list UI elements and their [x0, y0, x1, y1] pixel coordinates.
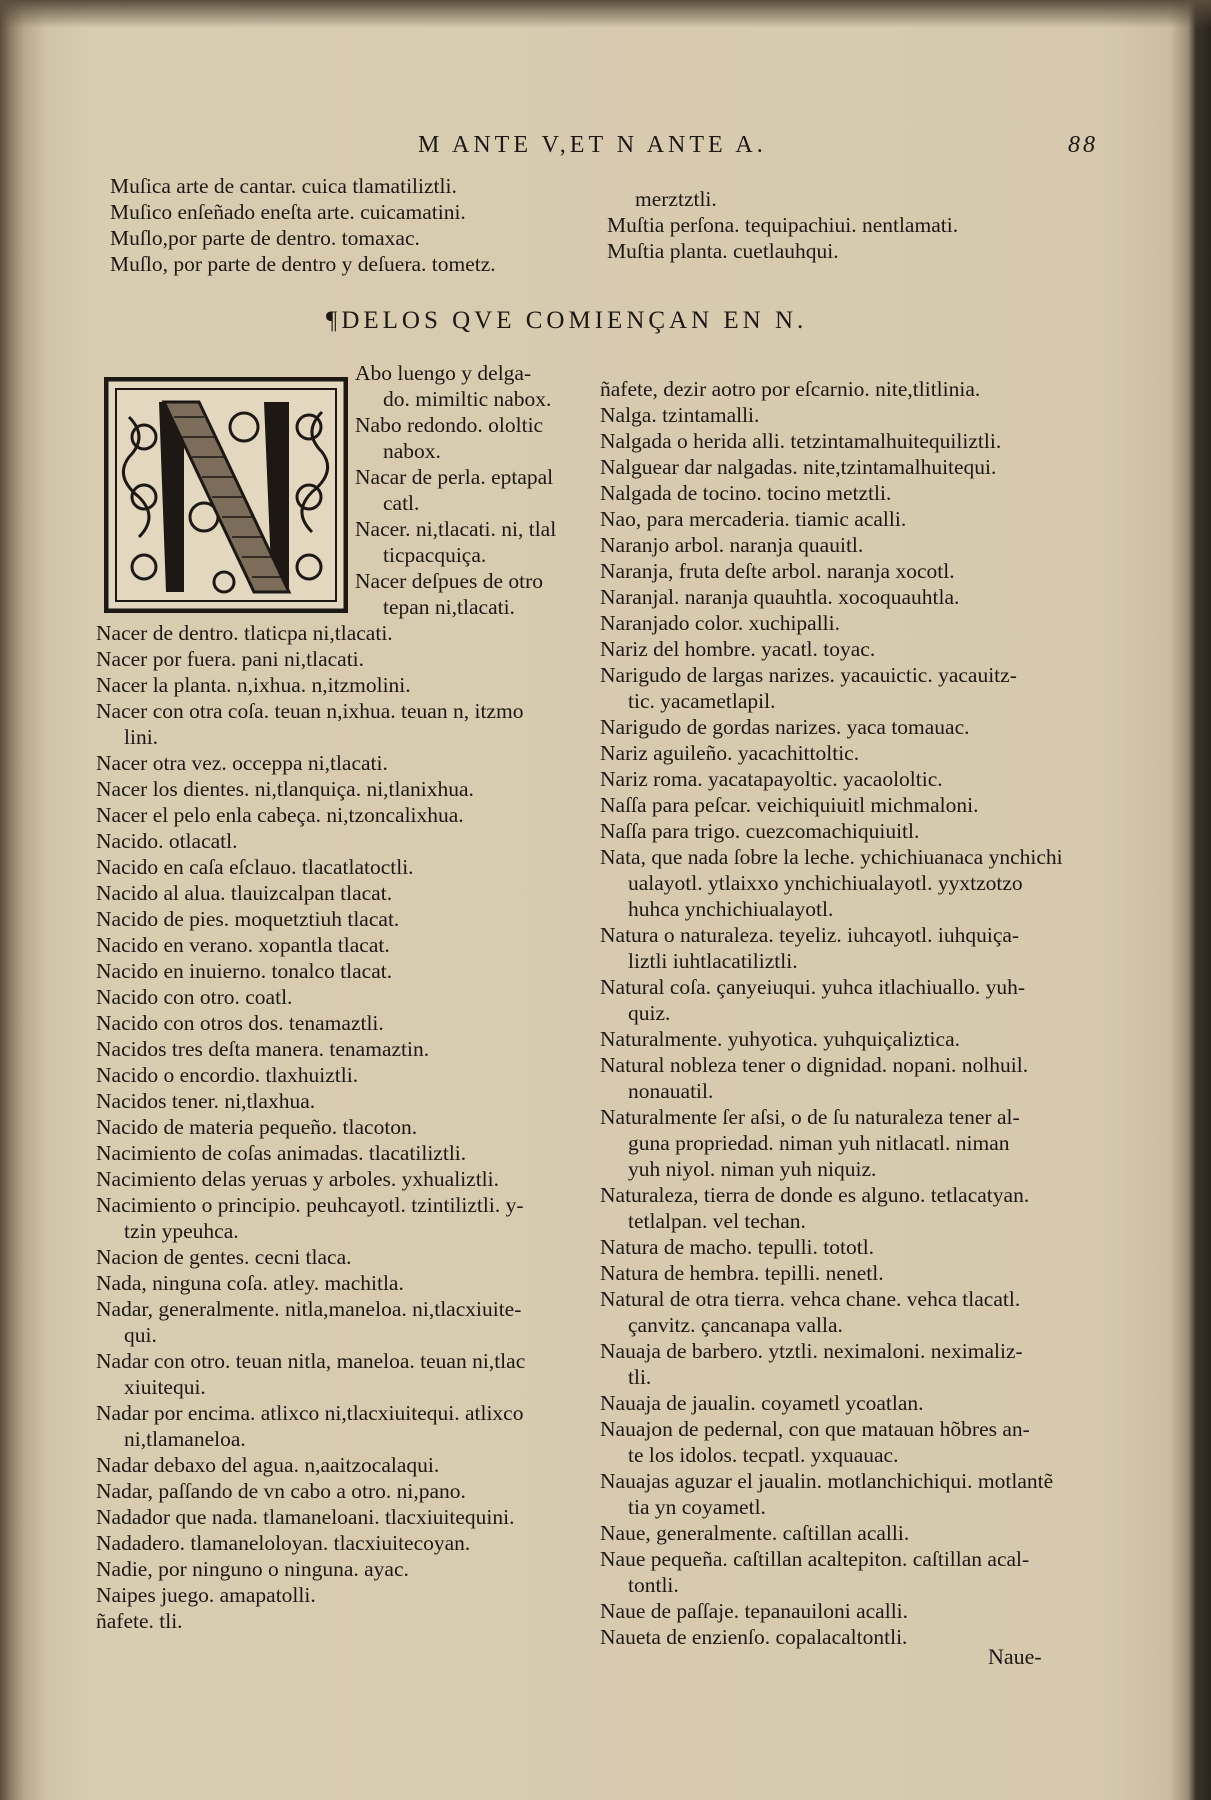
dictionary-entry: [96, 750, 525, 776]
dictionary-entry: [607, 160, 958, 212]
dictionary-entry: [96, 880, 525, 906]
entry-line: Nadar por encima. atlixco ni,tlacxiuitequi. atlixco: [96, 1401, 524, 1425]
entry-line: Nacidos tener. ni,tlaxhua.: [96, 1089, 316, 1113]
entry-line: Narigudo de gordas narizes. yaca tomauac.: [600, 715, 970, 739]
entry-line: Nacido en verano. xopantla tlacat.: [96, 933, 390, 957]
dictionary-entry: [600, 506, 1063, 532]
entry-line: Nacido en caſa eſclauo. tlacatlatoctli.: [96, 855, 414, 879]
dictionary-entry: [96, 620, 525, 646]
dictionary-entry: [600, 818, 1063, 844]
right-column: [600, 376, 1063, 1650]
dictionary-entry: [96, 1400, 525, 1452]
ornamental-initial-icon: [104, 377, 348, 613]
entry-line: ñafete, dezir aotro por eſcarnio. nite,tlitlinia.: [600, 377, 981, 401]
dictionary-entry: [600, 714, 1063, 740]
entry-continuation-line: tia yn coyametl.: [628, 1495, 766, 1519]
dictionary-entry: [96, 1452, 525, 1478]
entry-line: Nalguear dar nalgadas. nite,tzintamalhuitequi.: [600, 455, 997, 479]
entry-continuation-line: liztli iuhtlacatiliztli.: [628, 949, 798, 973]
top-left-column: [110, 173, 496, 277]
entry-line: Naranja, fruta deſte arbol. naranja xocotl.: [600, 559, 955, 583]
entry-line: Nauaja de barbero. ytztli. neximaloni. neximaliz-: [600, 1339, 1023, 1363]
entry-line: Nacimiento o principio. peuhcayotl. tzintiliztli. y-: [96, 1193, 524, 1217]
entry-line: Nadar, paſſando de vn cabo a otro. ni,pano.: [96, 1479, 466, 1503]
entry-line: Nadar con otro. teuan nitla, maneloa. teuan ni,tlac: [96, 1349, 526, 1373]
entry-line: Nauaja de jaualin. coyametl ycoatlan.: [600, 1391, 924, 1415]
entry-line: Muſica arte de cantar. cuica tlamatiliztli.: [110, 174, 457, 198]
dictionary-entry: [355, 464, 556, 516]
entry-line: Nacido con otro. coatl.: [96, 985, 293, 1009]
dictionary-entry: [96, 1556, 525, 1582]
dictionary-entry: [600, 1416, 1063, 1468]
entry-continuation-line: ualayotl. ytlaixxo ynchichiualayotl. yyxtzotzo: [628, 871, 1023, 895]
entry-continuation-line: te los idolos. tecpatl. yxquauac.: [628, 1443, 899, 1467]
dictionary-entry: [600, 584, 1063, 610]
entry-line: Nauajon de pedernal, con que matauan hõbres an-: [600, 1417, 1030, 1441]
entry-line: Naueta de enzienſo. copalacaltontli.: [600, 1625, 908, 1649]
entry-line: Nacer otra vez. occeppa ni,tlacati.: [96, 751, 388, 775]
entry-line: Natural nobleza tener o dignidad. nopani. nolhuil.: [600, 1053, 1029, 1077]
entry-line: Muſlo, por parte de dentro y deſuera. tometz.: [110, 252, 496, 276]
dictionary-entry: [96, 698, 525, 750]
entry-line: Nacido al alua. tlauizcalpan tlacat.: [96, 881, 393, 905]
dictionary-entry: [96, 1270, 525, 1296]
dictionary-entry: [600, 1546, 1063, 1598]
entry-line: Naranjo arbol. naranja quauitl.: [600, 533, 864, 557]
entry-line: Nalga. tzintamalli.: [600, 403, 760, 427]
entry-line: Naipes juego. amapatolli.: [96, 1583, 316, 1607]
entry-line: Nacidos tres deſta manera. tenamaztin.: [96, 1037, 430, 1061]
entry-line: Nacer los dientes. ni,tlanquiça. ni,tlanixhua.: [96, 777, 474, 801]
entry-continuation-line: nonauatil.: [628, 1079, 714, 1103]
entry-line: Nacido de pies. moquetztiuh tlacat.: [96, 907, 400, 931]
dictionary-entry: [96, 932, 525, 958]
dictionary-entry: [600, 428, 1063, 454]
entry-line: Nada, ninguna coſa. atley. machitla.: [96, 1271, 404, 1295]
dictionary-entry: [600, 662, 1063, 714]
dictionary-entry: [96, 1348, 525, 1400]
entry-line: Natura de hembra. tepilli. nenetl.: [600, 1261, 884, 1285]
dictionary-entry: [600, 480, 1063, 506]
entry-line: Naſſa para peſcar. veichiquiuitl michmaloni.: [600, 793, 979, 817]
entries-beside-initial: [355, 360, 556, 620]
entry-continuation-line: do. mimiltic nabox.: [383, 387, 552, 411]
entry-continuation-line: lini.: [124, 725, 159, 749]
dictionary-entry: [96, 984, 525, 1010]
entry-line: Narigudo de largas narizes. yacauictic. yacauitz-: [600, 663, 1017, 687]
dictionary-entry: [96, 1166, 525, 1192]
entry-line: Natura de macho. tepulli. tototl.: [600, 1235, 875, 1259]
dictionary-entry: [96, 1504, 525, 1530]
entry-line: Nacer la planta. n,ixhua. n,itzmolini.: [96, 673, 411, 697]
entry-continuation-line: qui.: [124, 1323, 157, 1347]
entry-line: Nacer de dentro. tlaticpa ni,tlacati.: [96, 621, 393, 645]
entry-line: Nacido en inuierno. tonalco tlacat.: [96, 959, 393, 983]
catchword: Naue-: [988, 1644, 1042, 1669]
dictionary-entry: [600, 454, 1063, 480]
dictionary-entry: [600, 1468, 1063, 1520]
dictionary-entry: [96, 646, 525, 672]
entry-line: Naturalmente. yuhyotica. yuhquiçaliztica.: [600, 1027, 960, 1051]
decorated-initial-n: [104, 377, 348, 613]
dictionary-entry: [96, 672, 525, 698]
entry-line: Nacer deſpues de otro: [355, 569, 544, 593]
dictionary-entry: [600, 558, 1063, 584]
dictionary-entry: [110, 199, 496, 225]
dictionary-entry: [110, 173, 496, 199]
entry-line: Nacion de gentes. cecni tlaca.: [96, 1245, 352, 1269]
entry-line: Nalgada de tocino. tocino metztli.: [600, 481, 892, 505]
dictionary-entry: [600, 1104, 1063, 1182]
dictionary-entry: [96, 1530, 525, 1556]
section-heading: ¶DELOS QVE COMIENÇAN EN N.: [326, 307, 808, 334]
entry-continuation-line: quiz.: [628, 1001, 671, 1025]
entry-line: Naue de paſſaje. tepanauiloni acalli.: [600, 1599, 909, 1623]
entry-continuation-line: merztztli.: [635, 187, 717, 211]
entry-continuation-line: tli.: [628, 1365, 652, 1389]
entry-line: Nao, para mercaderia. tiamic acalli.: [600, 507, 907, 531]
dictionary-entry: [355, 412, 556, 464]
entry-continuation-line: yuh niyol. niman yuh niquiz.: [628, 1157, 877, 1181]
dictionary-entry: [96, 1582, 525, 1608]
entry-continuation-line: tic. yacametlapil.: [628, 689, 776, 713]
entry-line: Nariz aguileño. yacachittoltic.: [600, 741, 860, 765]
entry-line: Nadie, por ninguno o ninguna. ayac.: [96, 1557, 409, 1581]
dictionary-entry: [96, 1478, 525, 1504]
dictionary-entry: [600, 766, 1063, 792]
entry-line: Naue, generalmente. caſtillan acalli.: [600, 1521, 910, 1545]
entry-line: Nariz roma. yacatapayoltic. yacaololtic.: [600, 767, 943, 791]
dictionary-entry: [600, 974, 1063, 1026]
entry-line: Nauajas aguzar el jaualin. motlanchichiqui. motlantẽ: [600, 1469, 1054, 1493]
entry-line: Nacar de perla. eptapal: [355, 465, 554, 489]
entry-line: Nadar, generalmente. nitla,maneloa. ni,tlacxiuite-: [96, 1297, 522, 1321]
entry-line: Nacer con otra coſa. teuan n,ixhua. teuan n, itzmo: [96, 699, 524, 723]
dictionary-entry: [96, 776, 525, 802]
dictionary-entry: [600, 1052, 1063, 1104]
entry-line: Nacido de materia pequeño. tlacoton.: [96, 1115, 418, 1139]
entry-line: Nacer por fuera. pani ni,tlacati.: [96, 647, 365, 671]
entry-line: Muſlo,por parte de dentro. tomaxac.: [110, 226, 420, 250]
entry-line: Nacimiento delas yeruas y arboles. yxhualiztli.: [96, 1167, 499, 1191]
dictionary-entry: [600, 1182, 1063, 1234]
dictionary-entry: [600, 1390, 1063, 1416]
dictionary-entry: [600, 636, 1063, 662]
dictionary-entry: [96, 1296, 525, 1348]
dictionary-entry: [110, 225, 496, 251]
dictionary-entry: [600, 1234, 1063, 1260]
dictionary-entry: [96, 1608, 525, 1634]
dictionary-entry: [96, 1088, 525, 1114]
dictionary-entry: [600, 402, 1063, 428]
running-head: M ANTE V,ET N ANTE A.: [418, 132, 767, 158]
entry-line: Abo luengo y delga-: [355, 361, 532, 385]
dictionary-entry: [600, 1260, 1063, 1286]
entry-continuation-line: nabox.: [383, 439, 441, 463]
dictionary-entry: [96, 828, 525, 854]
dictionary-entry: [600, 376, 1063, 402]
entry-line: Nacer el pelo enla cabeça. ni,tzoncalixhua.: [96, 803, 464, 827]
dictionary-entry: [355, 360, 556, 412]
page-top-shadow: [0, 0, 1211, 28]
dictionary-entry: [355, 516, 556, 568]
entry-line: Nalgada o herida alli. tetzintamalhuitequiliztli.: [600, 429, 1002, 453]
dictionary-entry: [96, 958, 525, 984]
entry-continuation-line: catl.: [383, 491, 420, 515]
dictionary-entry: [110, 251, 496, 277]
entry-line: Natural coſa. çanyeiuqui. yuhca itlachiuallo. yuh-: [600, 975, 1026, 999]
page-number: 88: [1068, 132, 1098, 158]
dictionary-entry: [600, 922, 1063, 974]
entry-line: Nata, que nada ſobre la leche. ychichiuanaca ynchichi: [600, 845, 1063, 869]
dictionary-entry: [600, 792, 1063, 818]
entry-continuation-line: guna propriedad. niman yuh nitlacatl. niman: [628, 1131, 1010, 1155]
entry-line: Naſſa para trigo. cuezcomachiquiuitl.: [600, 819, 920, 843]
entry-line: Nariz del hombre. yacatl. toyac.: [600, 637, 876, 661]
dictionary-entry: [607, 238, 958, 264]
entry-line: Muſtia planta. cuetlauhqui.: [607, 239, 839, 263]
entry-line: Naturalmente ſer aſsi, o de ſu naturaleza tener al-: [600, 1105, 1020, 1129]
dictionary-entry: [96, 1192, 525, 1244]
entry-line: Nacido con otros dos. tenamaztli.: [96, 1011, 384, 1035]
dictionary-entry: [96, 854, 525, 880]
entry-line: Naturaleza, tierra de donde es alguno. tetlacatyan.: [600, 1183, 1030, 1207]
dictionary-entry: [96, 1244, 525, 1270]
entry-continuation-line: xiuitequi.: [124, 1375, 206, 1399]
entry-line: Nadar debaxo del agua. n,aaitzocalaqui.: [96, 1453, 440, 1477]
dictionary-entry: [96, 1036, 525, 1062]
dictionary-entry: [600, 740, 1063, 766]
dictionary-entry: [600, 1338, 1063, 1390]
entry-line: Nadador que nada. tlamaneloani. tlacxiuitequini.: [96, 1505, 515, 1529]
entry-continuation-line: tetlalpan. vel techan.: [628, 1209, 806, 1233]
dictionary-entry: [96, 1062, 525, 1088]
dictionary-entry: [600, 532, 1063, 558]
dictionary-entry: [600, 1520, 1063, 1546]
entry-line: Naranjal. naranja quauhtla. xocoquauhtla.: [600, 585, 960, 609]
entry-continuation-line: huhca ynchichiualayotl.: [628, 897, 834, 921]
entry-continuation-line: ticpacquiça.: [383, 543, 487, 567]
dictionary-entry: [96, 1010, 525, 1036]
entry-continuation-line: tzin ypeuhca.: [124, 1219, 239, 1243]
entry-line: ñafete. tli.: [96, 1609, 183, 1633]
entry-line: Natural de otra tierra. vehca chane. vehca tlacatl.: [600, 1287, 1021, 1311]
dictionary-entry: [600, 1026, 1063, 1052]
entry-line: Nadadero. tlamaneloloyan. tlacxiuitecoyan.: [96, 1531, 471, 1555]
entry-continuation-line: tontli.: [628, 1573, 679, 1597]
entry-line: Naue pequeña. caſtillan acaltepiton. caſtillan acal-: [600, 1547, 1030, 1571]
dictionary-entry: [600, 1286, 1063, 1338]
entry-line: [607, 160, 958, 186]
entry-line: Nacer. ni,tlacati. ni, tlal: [355, 517, 557, 541]
dictionary-entry: [600, 610, 1063, 636]
dictionary-entry: [96, 802, 525, 828]
entry-line: Naranjado color. xuchipalli.: [600, 611, 841, 635]
entry-line: Nacimiento de coſas animadas. tlacatiliztli.: [96, 1141, 467, 1165]
dictionary-entry: [96, 1114, 525, 1140]
top-right-column: [607, 160, 958, 264]
dictionary-entry: [355, 568, 556, 620]
entry-line: Nacido. otlacatl.: [96, 829, 238, 853]
dictionary-entry: [600, 844, 1063, 922]
left-column: [96, 620, 525, 1634]
entry-line: Muſico enſeñado eneſta arte. cuicamatini.: [110, 200, 466, 224]
entry-line: Nabo redondo. ololtic: [355, 413, 544, 437]
entry-line: Nacido o encordio. tlaxhuiztli.: [96, 1063, 359, 1087]
entry-continuation-line: ni,tlamaneloa.: [124, 1427, 246, 1451]
dictionary-entry: [607, 212, 958, 238]
entry-line: Muſtia perſona. tequipachiui. nentlamati.: [607, 213, 959, 237]
entry-continuation-line: çanvitz. çancanapa valla.: [628, 1313, 843, 1337]
entry-line: Natura o naturaleza. teyeliz. iuhcayotl. iuhquiça-: [600, 923, 1020, 947]
dictionary-entry: [600, 1598, 1063, 1624]
dictionary-entry: [96, 906, 525, 932]
entry-continuation-line: tepan ni,tlacati.: [383, 595, 515, 619]
dictionary-entry: [96, 1140, 525, 1166]
